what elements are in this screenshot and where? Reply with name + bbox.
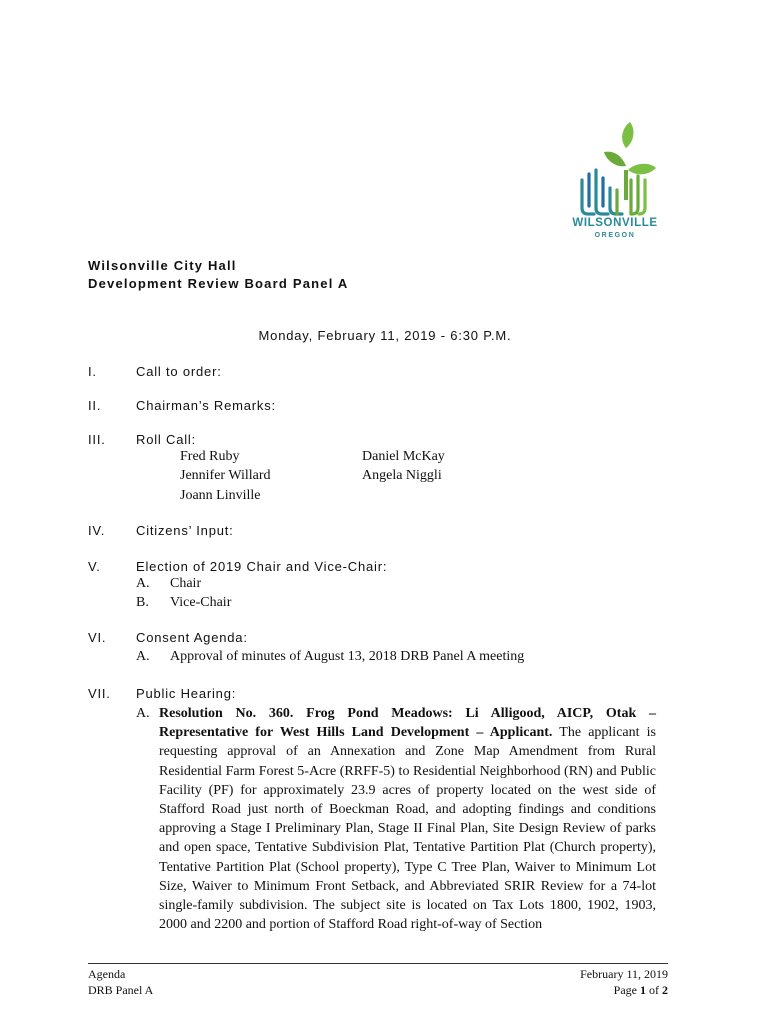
- item-title: Citizens’ Input:: [136, 523, 234, 538]
- footer-doc-type: Agenda: [88, 967, 126, 981]
- meeting-date: Monday, February 11, 2019 - 6:30 P.M.: [258, 328, 512, 343]
- sub-item-text: Vice-Chair: [170, 595, 232, 610]
- logo-subtitle: OREGON: [594, 232, 636, 239]
- sub-item-text: Chair: [170, 576, 202, 591]
- roll-call-name: Daniel McKay: [362, 449, 445, 464]
- sub-item-letter: A.: [136, 706, 150, 721]
- item-number: V.: [88, 559, 101, 574]
- footer-date: February 11, 2019: [580, 967, 668, 981]
- roll-call-name: Fred Ruby: [180, 449, 240, 464]
- roll-call-name: Jennifer Willard: [180, 468, 271, 483]
- roll-call-name: Joann Linville: [180, 488, 261, 503]
- page-of: of: [646, 983, 662, 997]
- item-number: VI.: [88, 630, 107, 645]
- logo-wordmark: WILSONVILLE: [572, 217, 658, 229]
- item-title: Consent Agenda:: [136, 630, 248, 645]
- page-total: 2: [662, 983, 668, 997]
- item-number: IV.: [88, 523, 106, 538]
- item-number: III.: [88, 432, 106, 447]
- sub-item-letter: A.: [136, 576, 150, 591]
- page-current: 1: [640, 983, 646, 997]
- page-prefix: Page: [613, 983, 640, 997]
- public-hearing-item: [136, 704, 656, 934]
- roll-call-name: Angela Niggli: [362, 468, 442, 483]
- item-number: VII.: [88, 686, 111, 701]
- footer-divider: [88, 963, 668, 964]
- page-number: [614, 983, 668, 998]
- item-number: I.: [88, 364, 97, 379]
- footer-board: DRB Panel A: [88, 983, 154, 997]
- hearing-paragraph: [159, 704, 656, 934]
- sub-item-letter: B.: [136, 595, 149, 610]
- item-title: Public Hearing:: [136, 686, 237, 701]
- item-title: Roll Call:: [136, 432, 197, 447]
- item-title: Call to order:: [136, 364, 222, 379]
- hearing-title: Resolution No. 360. Frog Pond Meadows: Li Alligood, AICP, Otak – Representative for West Hills Land Development – Applicant.: [159, 706, 656, 741]
- sub-item-letter: A.: [136, 649, 150, 664]
- board-heading: Development Review Board Panel A: [88, 276, 349, 291]
- sub-item-text: Approval of minutes of August 13, 2018 DRB Panel A meeting: [170, 649, 525, 664]
- item-number: II.: [88, 398, 102, 413]
- item-title: Election of 2019 Chair and Vice-Chair:: [136, 559, 388, 574]
- item-title: Chairman’s Remarks:: [136, 398, 276, 413]
- venue-heading: Wilsonville City Hall: [88, 258, 237, 273]
- hearing-description: The applicant is requesting approval of an Annexation and Zone Map Amendment from Rural Residential Farm Forest 5-Acre (RRFF-5) to Residential Neighborhood (RN) and Public Facility (PF) for approximately 23.9 acres of property located on the west side of Stafford Road just north of Boeckman Road, and adopting findings and conditions approving a Stage I Preliminary Plan, Stage II Final Plan, Site Design Review of parks and open space, Tentative Subdivision Plat, Tentative Partition Plat (Church property), Tentative Partition Plat (School property), Type C Tree Plan, Waiver to Minimum Lot Size, Waiver to Minimum Front Setback, and Abbreviated SRIR Review for a 74-lot single-family subdivision. The subject site is located on Tax Lots 1800, 1902, 1903, 2000 and 2200 and portion of Stafford Road right-of-way of Section: [159, 725, 656, 933]
